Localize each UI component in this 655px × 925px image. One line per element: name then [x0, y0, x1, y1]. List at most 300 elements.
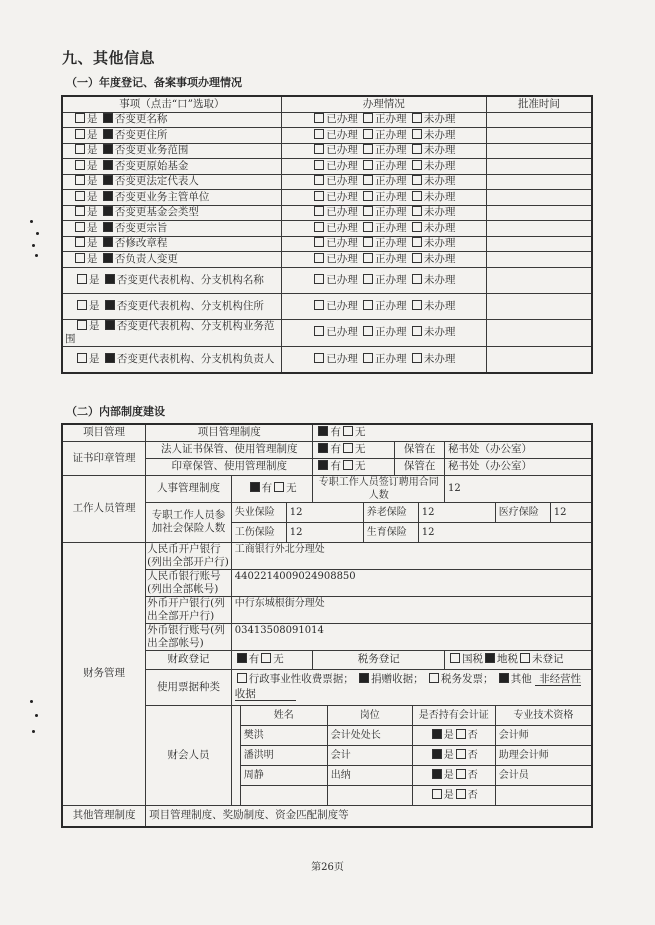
item-label: 否变更代表机构、分支机构住所: [116, 299, 264, 312]
status-option: 正办理: [375, 237, 407, 250]
checkbox-checked[interactable]: [432, 769, 442, 779]
bank-value: 03413508091014: [231, 623, 592, 650]
checkbox[interactable]: [343, 443, 353, 453]
checkbox[interactable]: [77, 300, 87, 310]
checkbox[interactable]: [363, 129, 373, 139]
checkbox[interactable]: [314, 253, 324, 263]
status-cell: [281, 128, 486, 144]
yes-label: 是: [87, 190, 98, 203]
checkbox[interactable]: [412, 222, 422, 232]
insurance-cells: [231, 522, 592, 542]
checkbox-checked[interactable]: [105, 274, 115, 284]
have-label: 有: [248, 653, 260, 665]
none-label: 无: [354, 460, 366, 472]
kept-label: 保管在: [395, 458, 445, 475]
checkbox[interactable]: [314, 353, 324, 363]
internal-system-table: [61, 423, 593, 828]
bank-label: 人民币银行账号(列出全部帐号): [146, 569, 232, 596]
none-label: 无: [354, 443, 366, 455]
status-cell: [281, 143, 486, 159]
bank-label: 外币开户银行(列出全部开户行): [146, 596, 232, 623]
checkbox[interactable]: [450, 653, 460, 663]
checkbox-checked[interactable]: [485, 653, 495, 663]
checkbox[interactable]: [75, 191, 85, 201]
project-row: [62, 424, 592, 441]
status-option: 已办理: [326, 206, 358, 219]
checkbox[interactable]: [314, 222, 324, 232]
status-option: 已办理: [326, 190, 358, 203]
status-cell: [281, 174, 486, 190]
accountant-qual: 会计员: [495, 765, 591, 785]
table-row: [62, 293, 592, 319]
status-option: 已办理: [326, 252, 358, 265]
hr-choice: [231, 475, 313, 502]
checkbox[interactable]: [456, 769, 466, 779]
checkbox[interactable]: [75, 113, 85, 123]
bank-value: 中行东城根街分理处: [231, 596, 592, 623]
checkbox[interactable]: [456, 789, 466, 799]
approval-time-cell: [486, 190, 592, 206]
status-option: 未办理: [423, 128, 456, 141]
status-option: 已办理: [326, 159, 358, 172]
approval-time-cell: [486, 267, 592, 293]
insurance-type: 养老保险: [363, 503, 418, 522]
approval-time-cell: [486, 174, 592, 190]
insurance-value: 12: [418, 523, 591, 542]
checkbox[interactable]: [363, 206, 373, 216]
checkbox[interactable]: [363, 160, 373, 170]
accountant-post: 出纳: [327, 765, 412, 785]
checkbox[interactable]: [363, 237, 373, 247]
status-option: 未办理: [423, 252, 456, 265]
insurance-value: 12: [550, 503, 591, 522]
checkbox[interactable]: [75, 237, 85, 247]
checkbox[interactable]: [77, 353, 87, 363]
yes-label: 是: [443, 729, 454, 741]
yes-label: 是: [87, 175, 98, 188]
accountant-header: 专业技术资格: [495, 706, 591, 726]
checkbox[interactable]: [412, 353, 422, 363]
yes-label: 是: [87, 159, 98, 172]
header-approval-time: 批准时间: [486, 96, 592, 112]
insurance-value: 12: [286, 503, 363, 522]
checkbox-checked[interactable]: [318, 443, 328, 453]
item-label: 否变更基金会类型: [114, 206, 199, 219]
bank-value: 4402214009024908850: [231, 569, 592, 596]
checkbox[interactable]: [363, 191, 373, 201]
checkbox[interactable]: [456, 729, 466, 739]
checkbox-checked[interactable]: [103, 160, 113, 170]
status-option: 正办理: [375, 175, 407, 188]
accountant-header: 岗位: [327, 706, 412, 726]
no-label: 否: [467, 789, 478, 801]
checkbox-checked[interactable]: [432, 749, 442, 759]
status-option: 已办理: [326, 113, 358, 126]
checkbox[interactable]: [412, 326, 422, 336]
checkbox[interactable]: [75, 144, 85, 154]
checkbox-checked[interactable]: [359, 673, 369, 683]
checkbox[interactable]: [343, 426, 353, 436]
checkbox[interactable]: [412, 300, 422, 310]
yes-label: 是: [87, 113, 98, 126]
insurance-cells: [231, 502, 592, 522]
status-option: 正办理: [375, 206, 407, 219]
checkbox[interactable]: [412, 274, 422, 284]
project-sub: 项目管理制度: [146, 424, 313, 441]
status-option: 未办理: [423, 221, 456, 234]
kept-label: 保管在: [395, 441, 445, 458]
status-cell: [281, 236, 486, 252]
accountant-cert: [412, 785, 495, 805]
checkbox-checked[interactable]: [103, 206, 113, 216]
item-cell: [62, 128, 281, 144]
yes-label: 是: [443, 749, 454, 761]
status-option: 已办理: [326, 299, 358, 312]
cert-row: [62, 441, 592, 458]
checkbox[interactable]: [363, 175, 373, 185]
receipt-other-value: 非经营性收据: [234, 673, 582, 700]
checkbox[interactable]: [314, 144, 324, 154]
checkbox[interactable]: [412, 253, 422, 263]
bank-row: [62, 542, 592, 569]
yes-label: 是: [89, 299, 100, 312]
yes-label: 是: [443, 769, 454, 781]
checkbox[interactable]: [363, 222, 373, 232]
status-option: 正办理: [375, 352, 407, 365]
checkbox-checked[interactable]: [103, 191, 113, 201]
accountant-cert: [412, 765, 495, 785]
bank-label: 人民币开户银行(列出全部开户行): [146, 542, 232, 569]
checkbox-checked[interactable]: [103, 144, 113, 154]
approval-time-cell: [486, 143, 592, 159]
accountant-post: [327, 785, 412, 805]
yes-label: 是: [87, 144, 98, 157]
no-label: 否: [467, 749, 478, 761]
none-label: 无: [273, 653, 284, 665]
table-row: [62, 174, 592, 190]
header-item: 事项（点击“口”选取）: [62, 96, 281, 112]
checkbox[interactable]: [520, 653, 530, 663]
staff-label: 工作人员管理: [62, 475, 146, 542]
table-row: [62, 143, 592, 159]
receipt-option: 税务发票；: [440, 673, 494, 685]
checkbox[interactable]: [314, 191, 324, 201]
yes-label: 是: [87, 206, 98, 219]
item-cell: [62, 205, 281, 221]
kept-value: 秘书处（办公室）: [445, 458, 592, 475]
checkbox-checked[interactable]: [250, 482, 260, 492]
checkbox[interactable]: [75, 175, 85, 185]
yes-label: 是: [89, 273, 100, 286]
approval-time-cell: [486, 221, 592, 237]
receipt-label: 使用票据种类: [146, 669, 232, 705]
status-option: 正办理: [375, 326, 407, 338]
status-option: 正办理: [375, 299, 407, 312]
cert-choice: [313, 441, 395, 458]
item-cell: [62, 252, 281, 268]
item-cell: [62, 293, 281, 319]
accountant-row: [241, 785, 591, 805]
checkbox[interactable]: [456, 749, 466, 759]
status-option: 正办理: [375, 252, 407, 265]
accountant-row: [241, 765, 591, 785]
item-cell: [62, 221, 281, 237]
item-label: 否变更住所: [114, 128, 168, 141]
approval-time-cell: [486, 236, 592, 252]
status-option: 已办理: [326, 175, 358, 188]
status-option: 已办理: [326, 237, 358, 250]
checkbox-checked[interactable]: [103, 113, 113, 123]
receipt-choice: [231, 669, 592, 705]
status-option: 已办理: [326, 273, 358, 286]
insurance-value: 12: [286, 523, 363, 542]
checkbox[interactable]: [314, 300, 324, 310]
item-cell: [62, 236, 281, 252]
checkbox-checked[interactable]: [105, 300, 115, 310]
accountant-name: 樊洪: [241, 725, 328, 745]
item-label: 否变更代表机构、分支机构负责人: [116, 352, 275, 365]
status-cell: [281, 267, 486, 293]
have-label: 有: [261, 482, 273, 494]
checkbox[interactable]: [363, 274, 373, 284]
yes-label: 是: [87, 237, 98, 250]
checkbox[interactable]: [314, 129, 324, 139]
status-cell: [281, 346, 486, 373]
header-status: 办理情况: [281, 96, 486, 112]
approval-time-cell: [486, 159, 592, 175]
checkbox[interactable]: [363, 113, 373, 123]
checkbox[interactable]: [75, 129, 85, 139]
checkbox[interactable]: [412, 237, 422, 247]
checkbox-checked[interactable]: [103, 129, 113, 139]
insurance-type: 生育保险: [363, 523, 418, 542]
checkbox-checked[interactable]: [105, 320, 115, 330]
checkbox-checked[interactable]: [432, 729, 442, 739]
status-option: 未办理: [423, 299, 456, 312]
seal-choice: [313, 458, 395, 475]
checkbox-checked[interactable]: [318, 460, 328, 470]
seal-sub: 印章保管、使用管理制度: [146, 458, 313, 475]
accountant-post: 会计: [327, 745, 412, 765]
table-header: [62, 96, 592, 112]
item-cell: [62, 159, 281, 175]
item-cell: [62, 174, 281, 190]
checkbox[interactable]: [75, 253, 85, 263]
status-cell: [281, 293, 486, 319]
checkbox-checked[interactable]: [103, 253, 113, 263]
accountant-qual: 助理会计师: [495, 745, 591, 765]
status-option: 正办理: [375, 221, 407, 234]
tax-option: 未登记: [532, 653, 564, 665]
other-label: 其他管理制度: [62, 805, 146, 827]
finance-label: 财务管理: [62, 542, 146, 805]
insurance-type: 工伤保险: [232, 523, 287, 542]
checkbox[interactable]: [412, 129, 422, 139]
status-option: 正办理: [375, 273, 407, 286]
item-cell: [62, 319, 281, 346]
checkbox[interactable]: [237, 673, 247, 683]
part1-title: （一）年度登记、备案事项办理情况: [66, 76, 242, 89]
checkbox[interactable]: [363, 353, 373, 363]
approval-time-cell: [486, 319, 592, 346]
status-cell: [281, 112, 486, 128]
status-option: 正办理: [375, 144, 407, 157]
tax-choice: [445, 650, 592, 669]
status-option: 未办理: [423, 237, 456, 250]
checkbox[interactable]: [314, 160, 324, 170]
status-option: 已办理: [326, 221, 358, 234]
have-label: 有: [330, 460, 341, 472]
accountant-row: [241, 725, 591, 745]
item-cell: [62, 112, 281, 128]
checkbox-checked[interactable]: [103, 222, 113, 232]
insurance-value: 12: [418, 503, 495, 522]
checkbox[interactable]: [363, 144, 373, 154]
yes-label: 是: [443, 789, 454, 801]
status-option: 未办理: [423, 159, 456, 172]
status-cell: [281, 159, 486, 175]
status-cell: [281, 205, 486, 221]
tax-option: 国税: [462, 653, 484, 665]
table-row: [62, 128, 592, 144]
table-row: [62, 159, 592, 175]
cert-label: 证书印章管理: [62, 441, 146, 475]
yes-label: 是: [89, 352, 100, 365]
checkbox[interactable]: [314, 206, 324, 216]
accountants-cell: [231, 705, 592, 805]
status-option: 未办理: [423, 190, 456, 203]
accountant-name: 潘洪明: [241, 745, 328, 765]
table-row: [62, 319, 592, 346]
item-label: 否变更宗旨: [114, 221, 168, 234]
checkbox[interactable]: [75, 160, 85, 170]
checkbox[interactable]: [314, 326, 324, 336]
checkbox[interactable]: [314, 113, 324, 123]
status-cell: [281, 252, 486, 268]
status-option: 未办理: [423, 273, 456, 286]
checkbox-checked[interactable]: [499, 673, 509, 683]
status-option: 正办理: [375, 128, 407, 141]
contract-label: 专职工作人员签订聘用合同人数: [313, 475, 445, 502]
table-row: [62, 205, 592, 221]
table-row: [62, 252, 592, 268]
item-cell: [62, 346, 281, 373]
checkbox-checked[interactable]: [318, 426, 328, 436]
approval-time-cell: [486, 252, 592, 268]
status-option: 正办理: [375, 190, 407, 203]
checkbox[interactable]: [314, 175, 324, 185]
item-cell: [62, 143, 281, 159]
table-row: [62, 236, 592, 252]
table-row: [62, 221, 592, 237]
tax-option: 地税: [497, 653, 519, 665]
checkbox[interactable]: [343, 460, 353, 470]
status-option: 未办理: [423, 206, 456, 219]
receipt-option: 捐赠收据；: [371, 673, 424, 685]
checkbox[interactable]: [412, 144, 422, 154]
status-option: 已办理: [326, 326, 358, 338]
checkbox[interactable]: [363, 300, 373, 310]
checkbox[interactable]: [314, 237, 324, 247]
item-label: 否变更代表机构、分支机构业务范围: [65, 319, 275, 345]
item-label: 否变更原始基金: [114, 159, 189, 172]
item-label: 否变更名称: [114, 113, 168, 126]
checkbox-checked[interactable]: [105, 353, 115, 363]
checkbox[interactable]: [363, 253, 373, 263]
checkbox[interactable]: [412, 191, 422, 201]
accountant-qual: 会计师: [495, 725, 591, 745]
status-option: 未办理: [423, 326, 456, 338]
tax-label: 税务登记: [313, 650, 445, 669]
status-cell: [281, 190, 486, 206]
kept-value: 秘书处（办公室）: [445, 441, 592, 458]
accountant-cert: [412, 725, 495, 745]
checkbox[interactable]: [363, 326, 373, 336]
project-label: 项目管理: [62, 424, 146, 441]
checkbox[interactable]: [274, 482, 284, 492]
item-cell: [62, 267, 281, 293]
checkbox[interactable]: [75, 222, 85, 232]
item-label: 否变更业务主管单位: [114, 190, 210, 203]
status-option: 已办理: [326, 144, 358, 157]
approval-time-cell: [486, 128, 592, 144]
checkbox[interactable]: [412, 206, 422, 216]
approval-time-cell: [486, 346, 592, 373]
checkbox-checked[interactable]: [237, 653, 247, 663]
contract-value: 12: [445, 475, 592, 502]
status-cell: [281, 221, 486, 237]
part2-title: （二）内部制度建设: [66, 405, 165, 418]
bank-label: 外币银行账号(列出全部帐号): [146, 623, 232, 650]
table-row: [62, 190, 592, 206]
accountant-header: 是否持有会计证: [412, 706, 495, 726]
checkbox[interactable]: [261, 653, 271, 663]
checkbox-checked[interactable]: [103, 175, 113, 185]
item-label: 否变更法定代表人: [114, 175, 199, 188]
checkbox[interactable]: [75, 206, 85, 216]
checkbox[interactable]: [429, 673, 439, 683]
checkbox[interactable]: [314, 274, 324, 284]
other-row: [62, 805, 592, 827]
table-row: [62, 346, 592, 373]
project-choice: [313, 424, 592, 441]
accountant-cert: [412, 745, 495, 765]
accountant-row: [241, 745, 591, 765]
checkbox[interactable]: [412, 160, 422, 170]
approval-time-cell: [486, 293, 592, 319]
item-cell: [62, 190, 281, 206]
checkbox[interactable]: [412, 175, 422, 185]
accountant-name: 周静: [241, 765, 328, 785]
section-title: 九、其他信息: [62, 49, 156, 67]
approval-time-cell: [486, 205, 592, 221]
approval-time-cell: [486, 112, 592, 128]
yes-label: 是: [87, 221, 98, 234]
table-row: [62, 267, 592, 293]
fiscal-choice: [231, 650, 313, 669]
checkbox[interactable]: [77, 320, 87, 330]
checkbox[interactable]: [412, 113, 422, 123]
insurance-type: 失业保险: [232, 503, 287, 522]
bank-value: 工商银行外北分理处: [231, 542, 592, 569]
hr-label: 人事管理制度: [146, 475, 232, 502]
checkbox[interactable]: [77, 274, 87, 284]
none-label: 无: [286, 482, 297, 494]
checkbox[interactable]: [432, 789, 442, 799]
staff-row: [62, 475, 592, 502]
accountant-qual: [495, 785, 591, 805]
checkbox-checked[interactable]: [103, 237, 113, 247]
